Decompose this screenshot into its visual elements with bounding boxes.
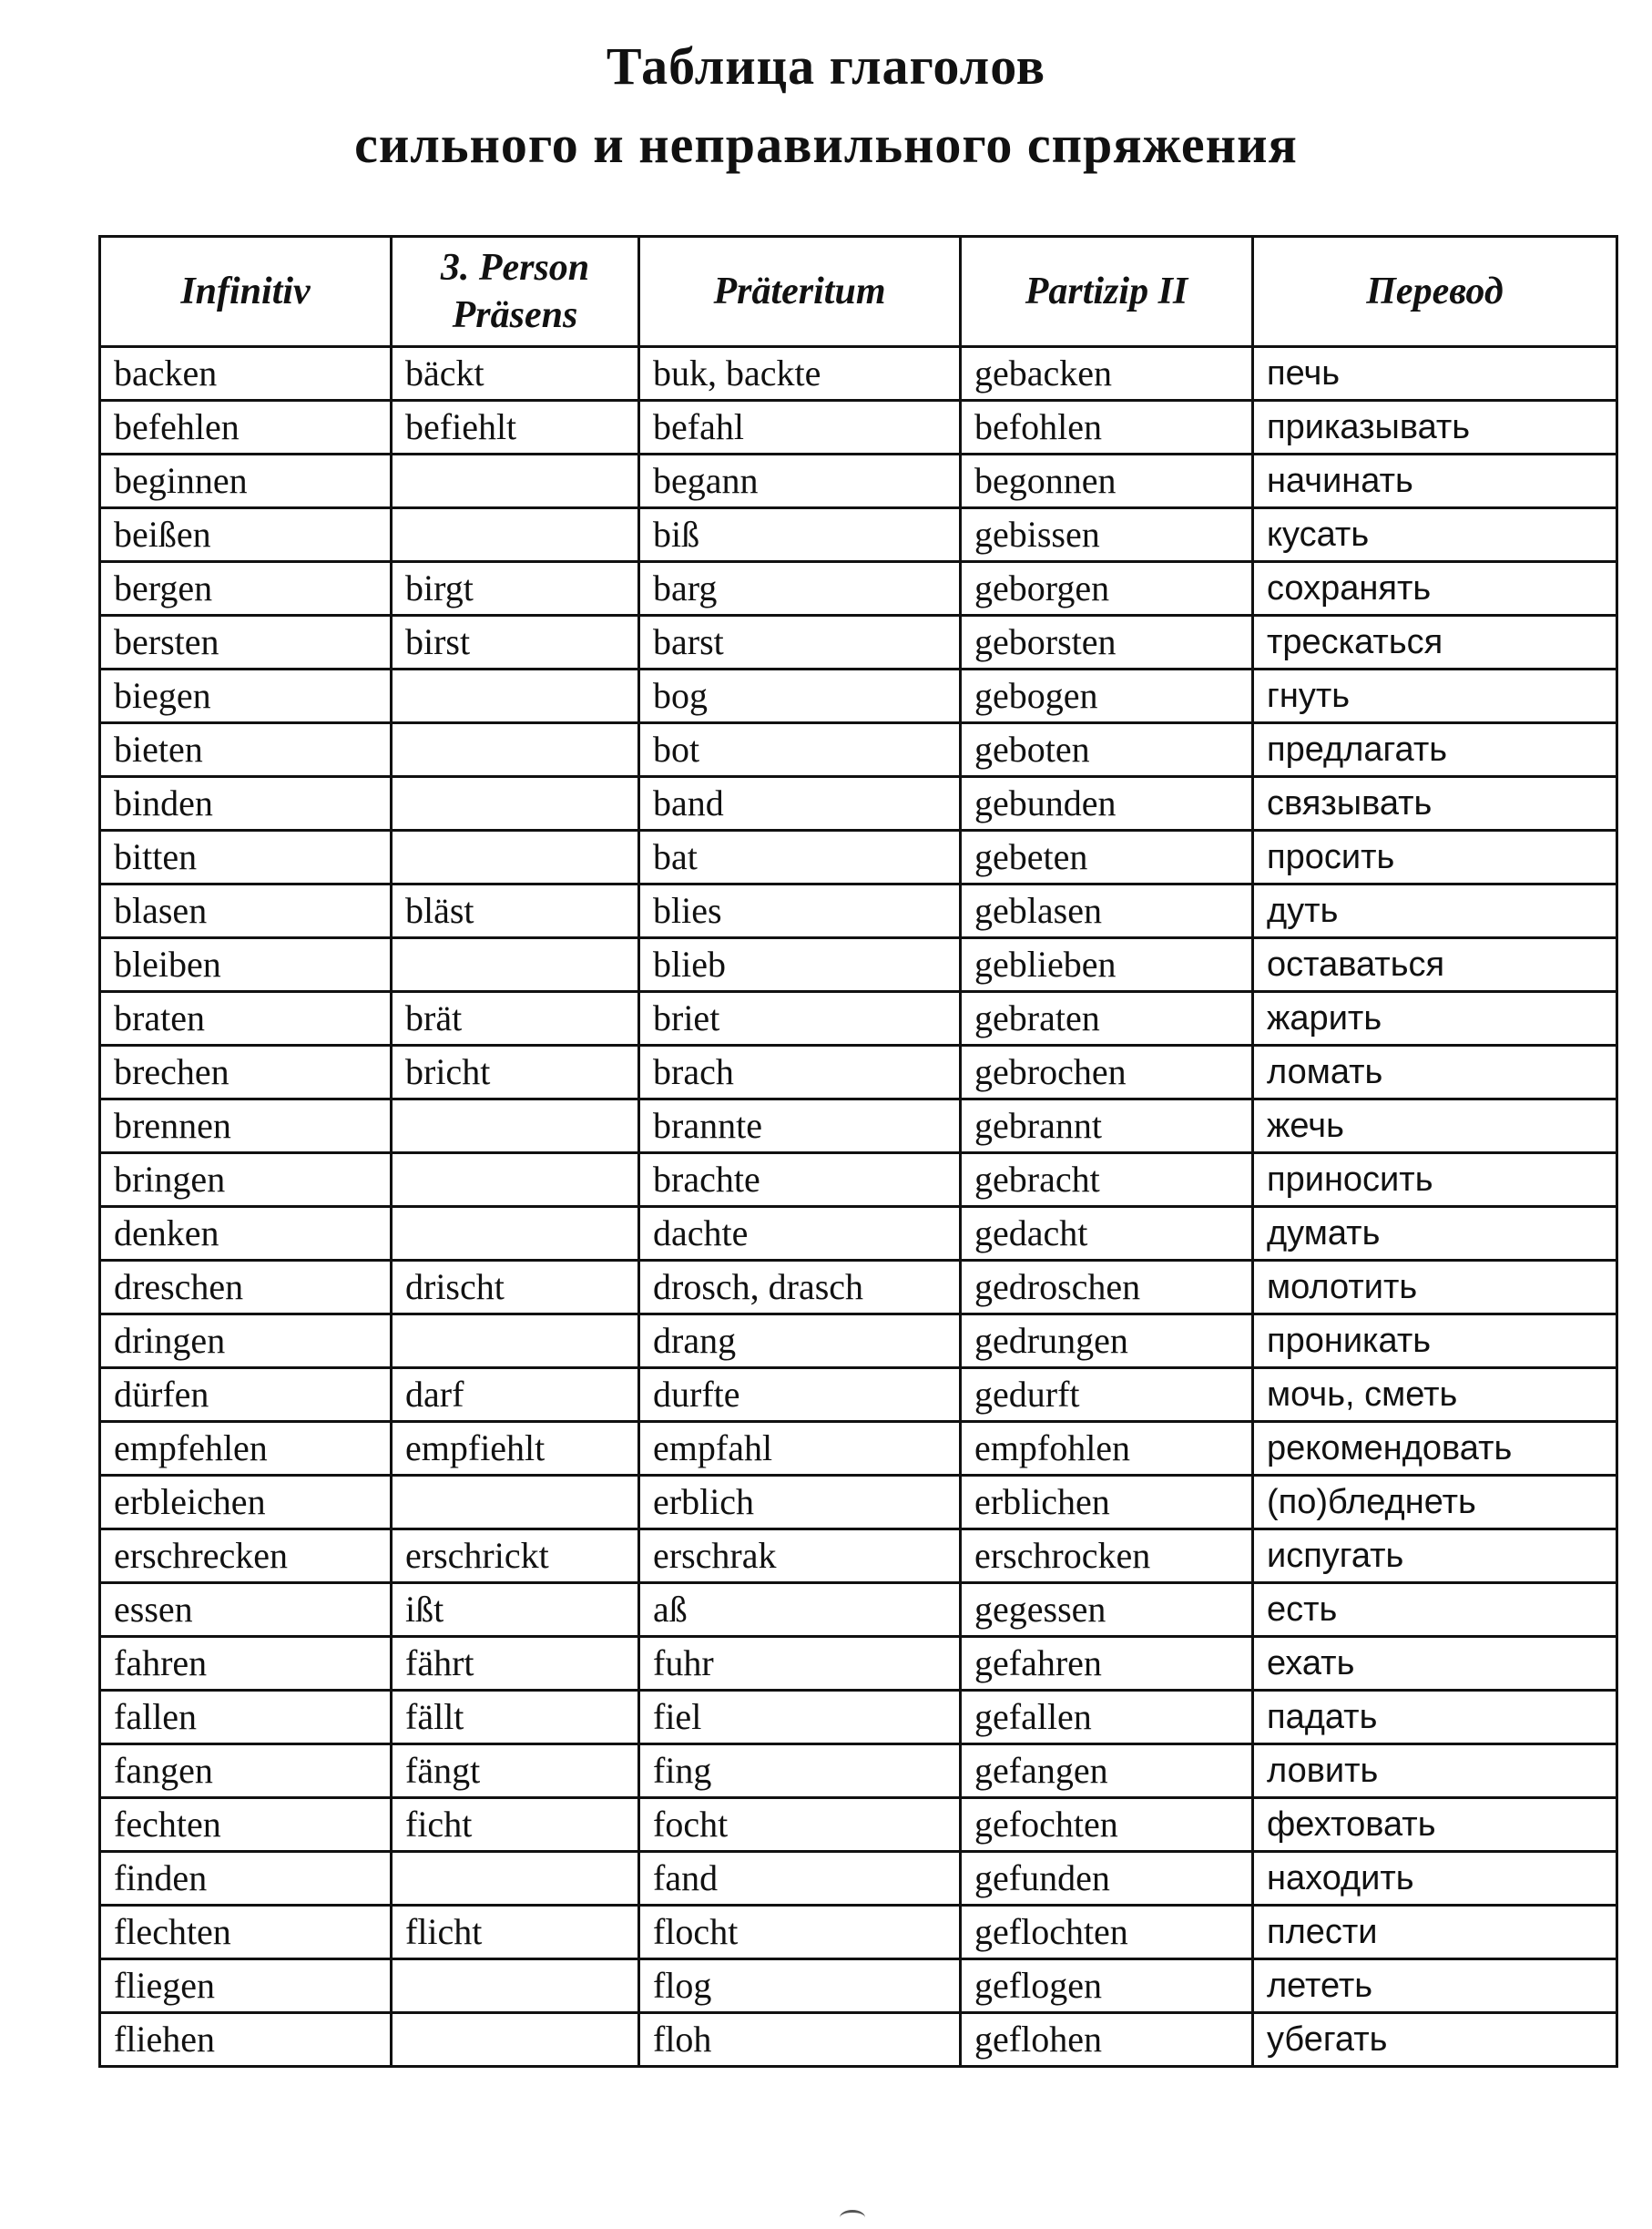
cell-partizip-ii: begonnen [961,455,1253,508]
cell-partizip-ii: gebunden [961,777,1253,831]
cell-partizip-ii: gedurft [961,1368,1253,1422]
cell-praeteritum: floh [639,2013,961,2067]
cell-praesens-3-person [392,1207,639,1261]
header-row [100,237,1617,347]
header-perevod: Перевод [1253,237,1617,347]
cell-infinitiv: bieten [100,723,392,777]
table-row [100,777,1617,831]
header-person-line-1: 3. Person [440,247,590,289]
cell-praeteritum: band [639,777,961,831]
cell-partizip-ii: geflohen [961,2013,1253,2067]
cell-perevod: просить [1253,831,1617,884]
cell-praesens-3-person [392,1852,639,1906]
cell-perevod: ломать [1253,1046,1617,1099]
cell-praeteritum: bot [639,723,961,777]
cell-infinitiv: bringen [100,1153,392,1207]
cell-infinitiv: finden [100,1852,392,1906]
cell-perevod: думать [1253,1207,1617,1261]
cell-partizip-ii: gebrochen [961,1046,1253,1099]
table-row [100,1637,1617,1691]
cell-praesens-3-person [392,670,639,723]
cell-praeteritum: bog [639,670,961,723]
cell-praesens-3-person: flicht [392,1906,639,1959]
cell-infinitiv: binden [100,777,392,831]
cell-partizip-ii: gefangen [961,1744,1253,1798]
table-row [100,1261,1617,1314]
cell-partizip-ii: geblieben [961,938,1253,992]
cell-partizip-ii: gebacken [961,347,1253,401]
cell-partizip-ii: erblichen [961,1476,1253,1529]
table-row [100,1368,1617,1422]
cell-perevod: фехтовать [1253,1798,1617,1852]
cell-perevod: предлагать [1253,723,1617,777]
cell-infinitiv: backen [100,347,392,401]
cell-praeteritum: biß [639,508,961,562]
cell-perevod: есть [1253,1583,1617,1637]
cell-perevod: дуть [1253,884,1617,938]
cell-praesens-3-person: ißt [392,1583,639,1637]
cell-perevod: ловить [1253,1744,1617,1798]
table-row [100,938,1617,992]
cell-infinitiv: fliegen [100,1959,392,2013]
header-3-person-praesens [392,237,639,347]
cell-perevod: начинать [1253,455,1617,508]
cell-praeteritum: barst [639,616,961,670]
table-row [100,1046,1617,1099]
cell-infinitiv: denken [100,1207,392,1261]
cell-praeteritum: barg [639,562,961,616]
cell-perevod: молотить [1253,1261,1617,1314]
cell-praeteritum: erschrak [639,1529,961,1583]
table-body [100,347,1617,2067]
cell-praeteritum: brannte [639,1099,961,1153]
cell-praeteritum: durfte [639,1368,961,1422]
table-row [100,616,1617,670]
cell-partizip-ii: gefallen [961,1691,1253,1744]
cell-perevod: оставаться [1253,938,1617,992]
table-row [100,1207,1617,1261]
cell-perevod: рекомендовать [1253,1422,1617,1476]
table-row [100,1959,1617,2013]
cell-praesens-3-person: brät [392,992,639,1046]
table-row [100,455,1617,508]
cell-infinitiv: dreschen [100,1261,392,1314]
cell-partizip-ii: gefahren [961,1637,1253,1691]
cell-praesens-3-person: birst [392,616,639,670]
table-row [100,1744,1617,1798]
cell-praeteritum: empfahl [639,1422,961,1476]
cell-infinitiv: bleiben [100,938,392,992]
cell-infinitiv: befehlen [100,401,392,455]
table-row [100,992,1617,1046]
cell-infinitiv: empfehlen [100,1422,392,1476]
cell-infinitiv: dringen [100,1314,392,1368]
table-row [100,2013,1617,2067]
cell-praesens-3-person: fängt [392,1744,639,1798]
cell-infinitiv: beißen [100,508,392,562]
table-row [100,1798,1617,1852]
cell-praeteritum: flocht [639,1906,961,1959]
cell-praesens-3-person: darf [392,1368,639,1422]
cell-praeteritum: fuhr [639,1637,961,1691]
cell-praeteritum: fand [639,1852,961,1906]
cell-praeteritum: erblich [639,1476,961,1529]
cell-praesens-3-person: befiehlt [392,401,639,455]
cell-partizip-ii: gedacht [961,1207,1253,1261]
cell-praesens-3-person [392,831,639,884]
cell-praesens-3-person: empfiehlt [392,1422,639,1476]
cell-praesens-3-person [392,1099,639,1153]
cell-praesens-3-person [392,723,639,777]
cell-perevod: (по)бледнеть [1253,1476,1617,1529]
cell-praesens-3-person [392,1314,639,1368]
cell-perevod: падать [1253,1691,1617,1744]
cell-praesens-3-person [392,938,639,992]
cell-infinitiv: erbleichen [100,1476,392,1529]
cell-praeteritum: fiel [639,1691,961,1744]
table-row [100,884,1617,938]
cell-infinitiv: erschrecken [100,1529,392,1583]
cell-partizip-ii: gefochten [961,1798,1253,1852]
cell-praeteritum: focht [639,1798,961,1852]
cell-infinitiv: brechen [100,1046,392,1099]
cell-perevod: мочь, сметь [1253,1368,1617,1422]
cell-partizip-ii: geflochten [961,1906,1253,1959]
cell-praesens-3-person: fährt [392,1637,639,1691]
cell-perevod: приносить [1253,1153,1617,1207]
cell-praeteritum: bat [639,831,961,884]
cell-partizip-ii: geblasen [961,884,1253,938]
cell-praesens-3-person [392,777,639,831]
cell-partizip-ii: gebogen [961,670,1253,723]
cell-infinitiv: beginnen [100,455,392,508]
table-row [100,1099,1617,1153]
cell-perevod: сохранять [1253,562,1617,616]
cell-infinitiv: fechten [100,1798,392,1852]
cell-perevod: ехать [1253,1637,1617,1691]
cell-perevod: жарить [1253,992,1617,1046]
table-row [100,1852,1617,1906]
table-row [100,1529,1617,1583]
table-row [100,1583,1617,1637]
cell-praesens-3-person [392,508,639,562]
cell-praesens-3-person: fällt [392,1691,639,1744]
table-row [100,670,1617,723]
cell-praeteritum: brach [639,1046,961,1099]
title-line-2: сильного и неправильного спряжения [354,115,1298,174]
cell-praesens-3-person [392,2013,639,2067]
table-row [100,1476,1617,1529]
header-praeteritum: Präteritum [639,237,961,347]
cell-praesens-3-person: bäckt [392,347,639,401]
cell-partizip-ii: befohlen [961,401,1253,455]
cell-perevod: гнуть [1253,670,1617,723]
table-row [100,347,1617,401]
cell-partizip-ii: empfohlen [961,1422,1253,1476]
cell-praesens-3-person: birgt [392,562,639,616]
table-row [100,1422,1617,1476]
cell-infinitiv: bitten [100,831,392,884]
cell-praeteritum: drosch, drasch [639,1261,961,1314]
table-row [100,1691,1617,1744]
cell-praeteritum: fing [639,1744,961,1798]
verb-table [98,235,1618,2068]
table-row [100,1314,1617,1368]
cell-infinitiv: braten [100,992,392,1046]
cell-infinitiv: flechten [100,1906,392,1959]
cell-praeteritum: dachte [639,1207,961,1261]
cell-partizip-ii: gefunden [961,1852,1253,1906]
cell-perevod: лететь [1253,1959,1617,2013]
cell-praeteritum: briet [639,992,961,1046]
cell-partizip-ii: gegessen [961,1583,1253,1637]
cell-perevod: кусать [1253,508,1617,562]
page-number-fragment [840,2210,865,2225]
cell-infinitiv: fallen [100,1691,392,1744]
cell-perevod: трескаться [1253,616,1617,670]
cell-perevod: печь [1253,347,1617,401]
cell-praeteritum: buk, backte [639,347,961,401]
cell-partizip-ii: erschrocken [961,1529,1253,1583]
cell-praesens-3-person [392,455,639,508]
cell-praesens-3-person: erschrickt [392,1529,639,1583]
cell-partizip-ii: geflogen [961,1959,1253,2013]
table-row [100,401,1617,455]
cell-praesens-3-person: bricht [392,1046,639,1099]
cell-partizip-ii: gebracht [961,1153,1253,1207]
cell-praesens-3-person [392,1959,639,2013]
header-person-line-2: Präsens [452,294,578,336]
cell-infinitiv: brennen [100,1099,392,1153]
cell-perevod: жечь [1253,1099,1617,1153]
cell-partizip-ii: geborgen [961,562,1253,616]
table-row [100,831,1617,884]
cell-praeteritum: begann [639,455,961,508]
cell-perevod: приказывать [1253,401,1617,455]
title-line-1: Таблица глаголов [606,36,1046,96]
cell-infinitiv: bersten [100,616,392,670]
cell-infinitiv: fangen [100,1744,392,1798]
cell-perevod: находить [1253,1852,1617,1906]
table-row [100,1906,1617,1959]
cell-infinitiv: dürfen [100,1368,392,1422]
cell-perevod: плести [1253,1906,1617,1959]
cell-partizip-ii: gebraten [961,992,1253,1046]
cell-praeteritum: aß [639,1583,961,1637]
cell-praeteritum: flog [639,1959,961,2013]
cell-praesens-3-person [392,1476,639,1529]
cell-partizip-ii: gebrannt [961,1099,1253,1153]
cell-praesens-3-person [392,1153,639,1207]
cell-infinitiv: fahren [100,1637,392,1691]
cell-infinitiv: blasen [100,884,392,938]
cell-perevod: связывать [1253,777,1617,831]
cell-partizip-ii: geboten [961,723,1253,777]
header-infinitiv: Infinitiv [100,237,392,347]
cell-partizip-ii: gedrungen [961,1314,1253,1368]
cell-infinitiv: biegen [100,670,392,723]
cell-partizip-ii: geborsten [961,616,1253,670]
table-row [100,508,1617,562]
cell-praeteritum: blieb [639,938,961,992]
cell-perevod: убегать [1253,2013,1617,2067]
cell-praeteritum: drang [639,1314,961,1368]
cell-perevod: проникать [1253,1314,1617,1368]
cell-partizip-ii: gebeten [961,831,1253,884]
cell-praeteritum: blies [639,884,961,938]
cell-praeteritum: brachte [639,1153,961,1207]
cell-praesens-3-person: bläst [392,884,639,938]
cell-perevod: испугать [1253,1529,1617,1583]
cell-infinitiv: fliehen [100,2013,392,2067]
table-row [100,562,1617,616]
page-title [0,27,1652,184]
cell-partizip-ii: gedroschen [961,1261,1253,1314]
cell-partizip-ii: gebissen [961,508,1253,562]
table-row [100,1153,1617,1207]
cell-praesens-3-person: drischt [392,1261,639,1314]
cell-praeteritum: befahl [639,401,961,455]
table-row [100,723,1617,777]
header-partizip-ii: Partizip II [961,237,1253,347]
cell-infinitiv: bergen [100,562,392,616]
cell-praesens-3-person: ficht [392,1798,639,1852]
cell-infinitiv: essen [100,1583,392,1637]
